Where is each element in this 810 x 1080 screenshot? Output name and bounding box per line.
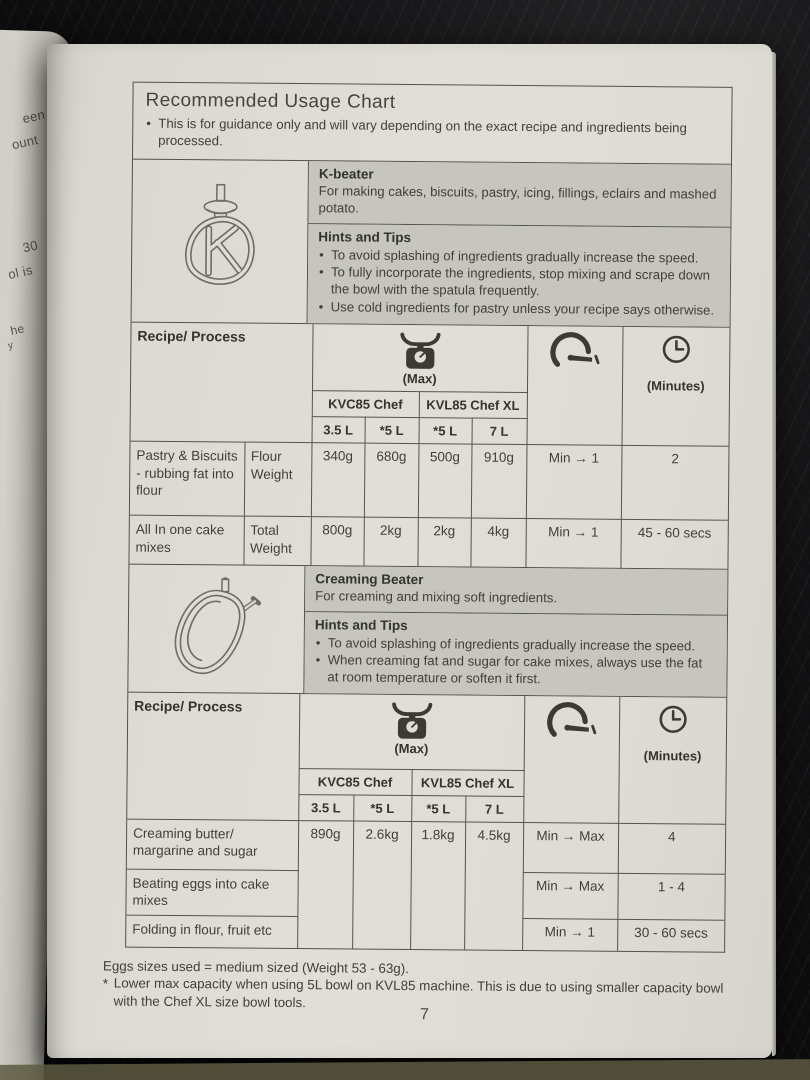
time-header — [622, 327, 730, 447]
k-beater-icon — [132, 159, 309, 322]
recipe-process-header: Recipe/ Process — [127, 693, 299, 820]
page-title: Recommended Usage Chart — [145, 89, 396, 113]
k-beater-text — [308, 161, 731, 327]
hint-item: • To fully incorporate the ingredients, stop mixing and scrape down the bowl with the spatula frequently. — [318, 263, 720, 301]
footnote-eggs: Eggs sizes used = medium sized (Weight 53 - 63g). — [102, 958, 410, 977]
hints-title: Hints and Tips — [314, 617, 408, 633]
weight-cell: 4.5kg — [464, 822, 523, 951]
clock-icon — [656, 703, 690, 737]
page-number: 7 — [420, 1006, 430, 1024]
hint-item: • To avoid splashing of ingredients gradually increase the speed. — [315, 634, 717, 655]
capacity-header: *5 L — [411, 795, 465, 821]
creaming-beater-section — [128, 563, 727, 698]
weight-cell: 1.8kg — [410, 821, 465, 950]
weight-cell: 800g — [310, 517, 363, 566]
model-header: KVL85 Chef XL — [411, 769, 523, 796]
usage-chart-box — [125, 82, 733, 954]
tool-name: K-beater — [318, 165, 374, 182]
capacity-header: 3.5 L — [312, 417, 365, 443]
weight-label-cell: Flour Weight — [244, 442, 312, 517]
footnote-capacity: Lower max capacity when using 5L bowl on KVL85 machine. This is due to using smaller capacity bowl with the Chef XL size bowl tools. — [113, 975, 724, 1010]
time-cell: 45 - 60 secs — [620, 520, 727, 570]
usage-table-creaming-beater — [126, 693, 726, 952]
edge-text-fragment: 30 — [21, 237, 40, 256]
tool-description: For creaming and mixing soft ingredients. — [315, 587, 558, 606]
weight-cell: 680g — [364, 443, 419, 517]
capacity-header: *5 L — [419, 418, 472, 444]
weight-cell: 2kg — [363, 517, 417, 566]
hints-title: Hints and Tips — [318, 229, 412, 246]
capacity-header: 7 L — [465, 796, 523, 823]
creaming-beater-text — [304, 566, 727, 697]
title-block — [133, 83, 732, 165]
kitchen-scale-icon — [397, 330, 443, 370]
weight-cell: 910g — [471, 444, 527, 518]
footnote-marker: * — [102, 975, 109, 992]
recipe-cell: Pastry & Biscuits - rubbing fat into flour — [130, 441, 245, 516]
creaming-beater-icon — [128, 564, 305, 693]
model-header: KVC85 Chef — [298, 768, 411, 795]
model-header: KVC85 Chef — [312, 391, 419, 418]
tool-head — [308, 161, 731, 228]
capacity-header: *5 L — [353, 795, 411, 822]
speed-header — [523, 696, 619, 823]
weight-cell: 2.6kg — [352, 821, 411, 950]
tool-hints — [308, 224, 731, 326]
speed-dial-icon — [547, 331, 603, 369]
hint-item: • To avoid splashing of ingredients gradually increase the speed. — [318, 246, 720, 267]
tool-head — [305, 566, 727, 616]
edge-text-fragment: ol is — [6, 262, 34, 283]
k-beater-section — [132, 159, 731, 327]
kitchen-scale-icon — [388, 700, 434, 740]
intro-bullet: • This is for guidance only and will vary depending on the exact recipe and ingredients being processed. — [145, 116, 719, 155]
time-cell: 2 — [621, 446, 729, 521]
capacity-header: 7 L — [472, 418, 527, 444]
capacity-header: 3.5 L — [298, 794, 353, 820]
tool-name: Creaming Beater — [315, 570, 424, 587]
speed-dial-icon — [543, 702, 599, 740]
weight-cell: 340g — [311, 443, 365, 517]
recipe-cell: All In one cake mixes — [129, 515, 243, 565]
speed-cell: Min → Max — [523, 822, 618, 873]
hint-item: • When creaming fat and sugar for cake mixes, always use the fat at room temperature or soften it first. — [314, 651, 716, 689]
weight-cell: 890g — [297, 820, 353, 949]
usage-table-k-beater — [129, 322, 729, 569]
speed-cell: Min → 1 — [522, 918, 617, 951]
time-cell: 30 - 60 secs — [617, 919, 724, 952]
speed-cell: Min → Max — [522, 872, 617, 919]
hint-item: • Use cold ingredients for pastry unless your recipe says otherwise. — [318, 298, 720, 319]
recipe-process-header: Recipe/ Process — [131, 322, 313, 443]
weight-cell: 500g — [418, 444, 472, 518]
weight-cell: 4kg — [470, 518, 525, 567]
speed-cell: Min → 1 — [526, 445, 622, 520]
time-cell: 4 — [618, 823, 725, 874]
page-content — [38, 41, 772, 1061]
edge-text-fragment: y — [6, 339, 15, 352]
tool-hints — [304, 612, 727, 697]
max-label: (Max) — [402, 370, 437, 386]
recipe-cell: Creaming butter/ margarine and sugar — [127, 819, 298, 870]
manual-page — [47, 44, 772, 1058]
edge-text-fragment: he — [9, 321, 26, 338]
max-weight-header — [312, 324, 528, 393]
clock-icon — [659, 332, 693, 366]
recipe-cell: Beating eggs into cake mixes — [126, 869, 297, 917]
recipe-cell: Folding in flour, fruit etc — [126, 915, 297, 948]
minutes-label: (Minutes) — [646, 377, 705, 394]
tool-description: For making cakes, biscuits, pastry, icing, fillings, eclairs and mashed potato. — [318, 182, 717, 216]
max-label: (Max) — [394, 741, 429, 757]
minutes-label: (Minutes) — [643, 748, 702, 764]
speed-header — [527, 326, 623, 446]
speed-cell: Min → 1 — [525, 519, 620, 569]
model-header: KVL85 Chef XL — [419, 392, 527, 419]
weight-cell: 2kg — [417, 518, 470, 567]
time-cell: 1 - 4 — [617, 873, 724, 920]
time-header — [618, 697, 726, 824]
max-weight-header — [299, 694, 525, 770]
capacity-header: *5 L — [365, 417, 419, 443]
weight-label-cell: Total Weight — [243, 516, 310, 566]
edge-text-fragment: ount — [10, 132, 40, 153]
edge-text-fragment: een — [21, 106, 47, 127]
